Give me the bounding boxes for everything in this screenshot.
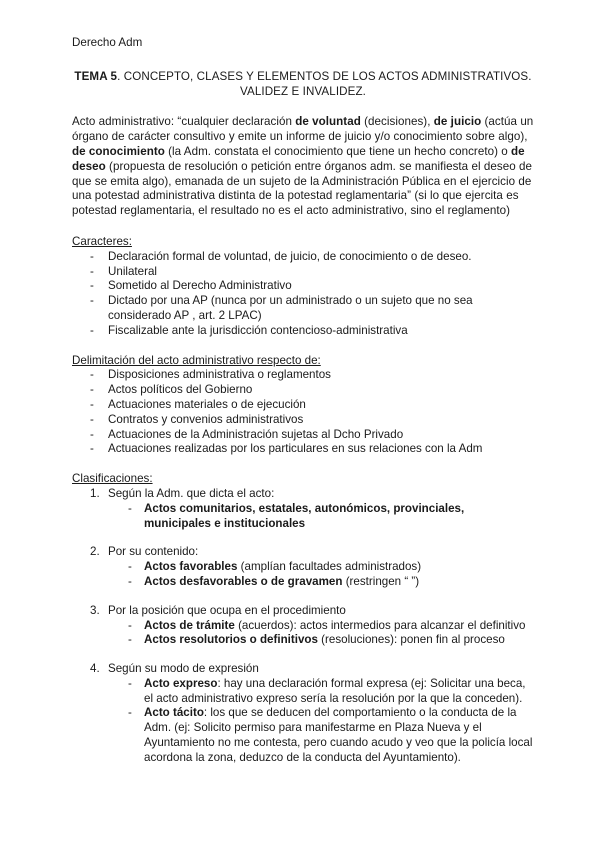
list-item-text: Actos políticos del Gobierno: [108, 383, 253, 397]
list-item-text: Disposiciones administrativa o reglamentos: [108, 368, 331, 382]
sub-item: [108, 706, 534, 765]
list-item: [72, 442, 534, 457]
list-item: [72, 265, 534, 280]
sub-item: [108, 560, 534, 575]
item-number: 4.: [90, 662, 100, 676]
list-item: [72, 294, 534, 324]
list-item-text: Contratos y convenios administrativos: [108, 412, 304, 426]
intro-bold: de deseo: [72, 144, 525, 173]
intro-text: (propuesta de resolución o petición entre órganos adm. se manifiesta el deseo de que se emita algo), emanada de un sujeto de la Administración Pública en el ejercicio de una potestad administrativa distinta de la potestad reglamentaria” (si lo que ejercita es potestad reglamentaria, el resultado no es el acto administrativo, sino el reglamento): [72, 159, 532, 218]
sub-item-text: (acuerdos): actos intermedios para alcanzar el definitivo: [234, 618, 526, 632]
sub-item-text: (restringen “ ”): [342, 574, 420, 588]
list-item-text: Dictado por una AP (nunca por un administrado o un sujeto que no sea considerado AP , art. 2 LPAC): [108, 294, 473, 322]
intro-text: (la Adm. constata el conocimiento que tiene un hecho concreto) o: [164, 144, 512, 158]
item-label: Según la Adm. que dicta el acto:: [108, 486, 275, 500]
dash-bullet: -: [90, 442, 94, 456]
sub-item-text: (amplían facultades administrados): [237, 560, 422, 574]
sub-item-text: : hay una declaración formal expresa (ej: Solicitar una beca, el acto administrativo expreso sería la resolución por la que la conceden).: [144, 676, 526, 705]
sub-item-bold: Actos de trámite: [144, 618, 235, 632]
intro-bold: de juicio: [433, 115, 482, 129]
dash-bullet: -: [128, 676, 132, 690]
sub-item-text: (resoluciones): ponen fin al proceso: [317, 633, 505, 647]
sub-list: [108, 619, 534, 649]
list-item-text: Sometido al Derecho Administrativo: [108, 279, 292, 293]
numbered-item: [72, 604, 534, 648]
sub-item: [108, 502, 534, 532]
numbered-item: [72, 545, 534, 589]
dash-bullet: -: [90, 412, 94, 426]
sub-item: [108, 677, 534, 707]
intro-text: (actúa un órgano de carácter consultivo y emite un informe de juicio y/o conocimiento sobre algo),: [72, 115, 534, 144]
list-item-text: Actuaciones materiales o de ejecución: [108, 397, 306, 411]
dash-bullet: -: [90, 383, 94, 397]
item-label: Según su modo de expresión: [108, 662, 259, 676]
dash-bullet: -: [128, 574, 132, 588]
list-item: [72, 413, 534, 428]
dash-bullet: -: [128, 501, 132, 515]
numbered-item: [72, 662, 534, 766]
sub-item-bold: Acto tácito: [144, 706, 204, 720]
list-item: [72, 428, 534, 443]
list-item: [72, 398, 534, 413]
item-number: 2.: [90, 545, 100, 559]
sub-item: [108, 633, 534, 648]
list-item: [72, 383, 534, 398]
dash-bullet: -: [90, 294, 94, 308]
item-number: 1.: [90, 486, 100, 500]
course-header: Derecho Adm: [72, 36, 143, 49]
list-item: [72, 324, 534, 339]
dash-bullet: -: [90, 279, 94, 293]
dash-bullet: -: [90, 397, 94, 411]
delimitacion-section: [72, 354, 534, 458]
list-item-text: Declaración formal de voluntad, de juicio, de conocimiento o de deseo.: [108, 249, 472, 263]
item-number: 3.: [90, 603, 100, 617]
document-page: [72, 36, 534, 781]
numbered-item: [72, 487, 534, 531]
sub-list: [108, 677, 534, 766]
caracteres-heading: Caracteres:: [72, 234, 132, 248]
item-label: Por su contenido:: [108, 545, 199, 559]
caracteres-section: [72, 235, 534, 339]
intro-bold: de voluntad: [295, 115, 361, 129]
clasificaciones-heading: Clasificaciones:: [72, 472, 153, 486]
sub-item-bold: Actos favorables: [144, 560, 238, 574]
delimitacion-heading: Delimitación del acto administrativo respecto de:: [72, 353, 321, 367]
list-item: [72, 368, 534, 383]
title-tema: TEMA 5: [74, 69, 118, 83]
intro-text: Acto administrativo: “cualquier declaración: [72, 115, 296, 129]
dash-bullet: -: [90, 249, 94, 263]
sub-list: [108, 502, 534, 532]
dash-bullet: -: [128, 633, 132, 647]
list-item-text: Actuaciones realizadas por los particulares en sus relaciones con la Adm: [108, 442, 483, 456]
sub-list: [108, 560, 534, 590]
dash-bullet: -: [128, 618, 132, 632]
dash-bullet: -: [128, 560, 132, 574]
intro-paragraph: [72, 115, 534, 219]
sub-item-text: : los que se deducen del comportamiento o la conducta de la Adm. (ej: Solicito permiso para manifestarme en Plaza Nueva y el Ayuntamiento no me contesta, pero cuando acudo y veo que la policía local acordona la zona, deduzco de la conducta del Ayuntamiento).: [144, 706, 533, 764]
intro-text: (decisiones),: [360, 115, 434, 129]
dash-bullet: -: [90, 264, 94, 278]
page-title: [72, 70, 534, 100]
sub-item: [108, 619, 534, 634]
list-item-text: Unilateral: [108, 264, 157, 278]
list-item: [72, 279, 534, 294]
item-label: Por la posición que ocupa en el procedimiento: [108, 603, 346, 617]
list-item-text: Actuaciones de la Administración sujetas al Dcho Privado: [108, 427, 404, 441]
dash-bullet: -: [128, 706, 132, 720]
sub-item-bold: Actos comunitarios, estatales, autonómicos, provinciales, municipales e institucionales: [144, 501, 465, 530]
delimitacion-list: [72, 368, 534, 457]
sub-item-bold: Actos desfavorables o de gravamen: [144, 574, 343, 588]
dash-bullet: -: [90, 427, 94, 441]
list-item-text: Fiscalizable ante la jurisdicción contencioso-administrativa: [108, 323, 408, 337]
clasificaciones-list: [72, 487, 534, 766]
dash-bullet: -: [90, 323, 94, 337]
sub-item-bold: Actos resolutorios o definitivos: [144, 633, 318, 647]
sub-item-bold: Acto expreso: [144, 676, 218, 690]
dash-bullet: -: [90, 368, 94, 382]
title-rest: . CONCEPTO, CLASES Y ELEMENTOS DE LOS ACTOS ADMINISTRATIVOS.: [117, 69, 532, 83]
clasificaciones-section: [72, 472, 534, 766]
list-item: [72, 250, 534, 265]
caracteres-list: [72, 250, 534, 339]
title-line-1: [72, 70, 534, 85]
intro-bold: de conocimiento: [72, 144, 165, 158]
sub-item: [108, 575, 534, 590]
title-line-2: VALIDEZ E INVALIDEZ.: [240, 84, 366, 98]
